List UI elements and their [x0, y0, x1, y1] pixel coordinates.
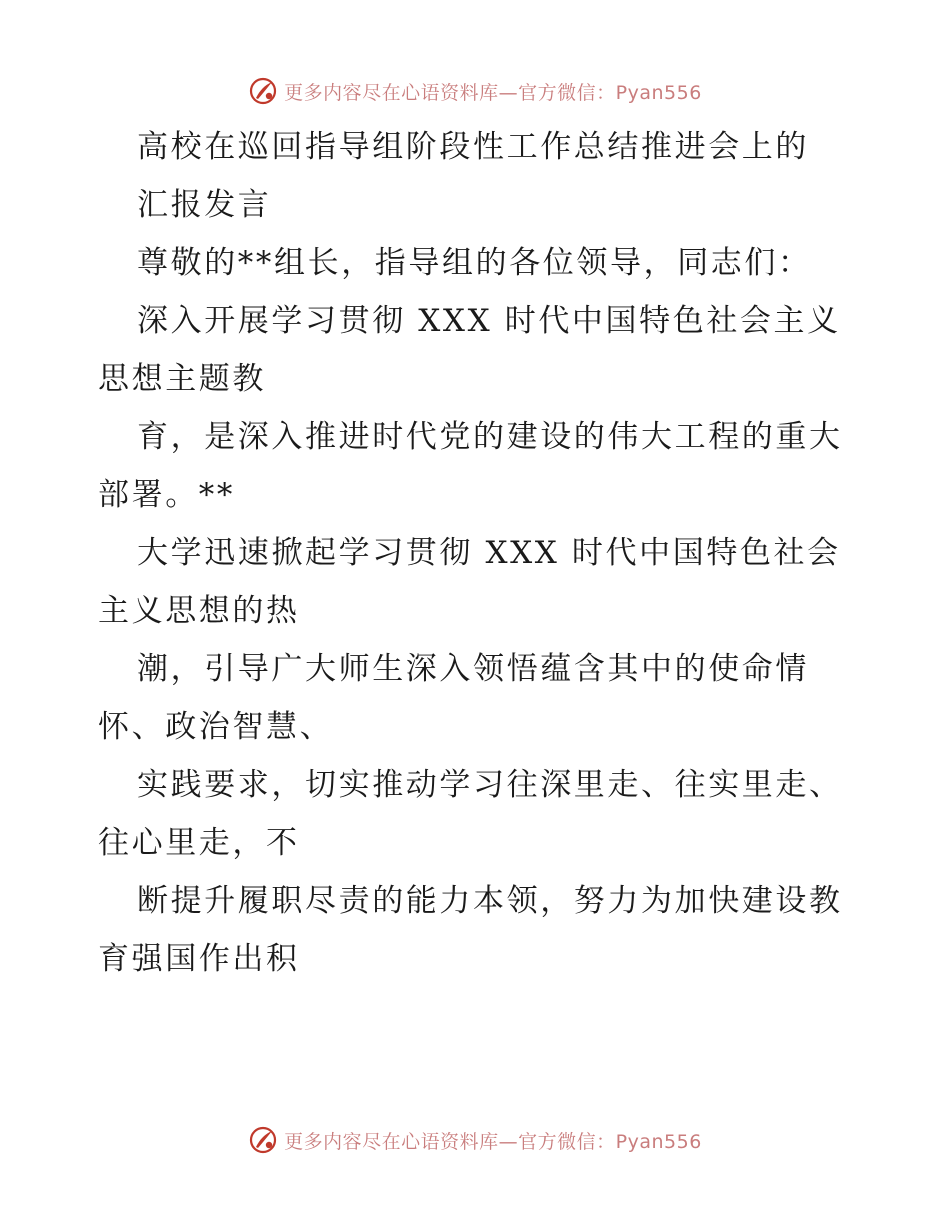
body-line: 深入开展学习贯彻 XXX 时代中国特色社会主义 [137, 303, 841, 339]
title-line-1: 高校在巡回指导组阶段性工作总结推进会上的 [137, 129, 809, 165]
body-line: 往心里走，不 [98, 825, 300, 861]
body-line: 思想主题教 [98, 361, 266, 397]
watermark-text: 更多内容尽在心语资料库—官方微信：Pyan556 [284, 1130, 702, 1153]
body-line: 育强国作出积 [98, 941, 300, 977]
body-line: 实践要求，切实推动学习往深里走、往实里走、 [137, 767, 843, 803]
body-line: 部署。** [98, 477, 235, 513]
watermark-text: 更多内容尽在心语资料库—官方微信：Pyan556 [284, 81, 702, 104]
header-watermark [0, 71, 950, 111]
salutation: 尊敬的**组长，指导组的各位领导，同志们： [137, 245, 812, 281]
body-line: 主义思想的热 [98, 593, 300, 629]
footer-watermark [0, 1120, 950, 1160]
title-line-2: 汇报发言 [137, 187, 272, 223]
body-line: 断提升履职尽责的能力本领，努力为加快建设教 [137, 883, 843, 919]
body-line: 育，是深入推进时代党的建设的伟大工程的重大 [137, 419, 843, 455]
body-line: 怀、政治智慧、 [98, 709, 334, 745]
body-line: 潮，引导广大师生深入领悟蕴含其中的使命情 [137, 651, 809, 687]
quill-seal-icon [248, 76, 278, 106]
body-line: 大学迅速掀起学习贯彻 XXX 时代中国特色社会 [137, 535, 841, 571]
quill-seal-icon [248, 1125, 278, 1155]
